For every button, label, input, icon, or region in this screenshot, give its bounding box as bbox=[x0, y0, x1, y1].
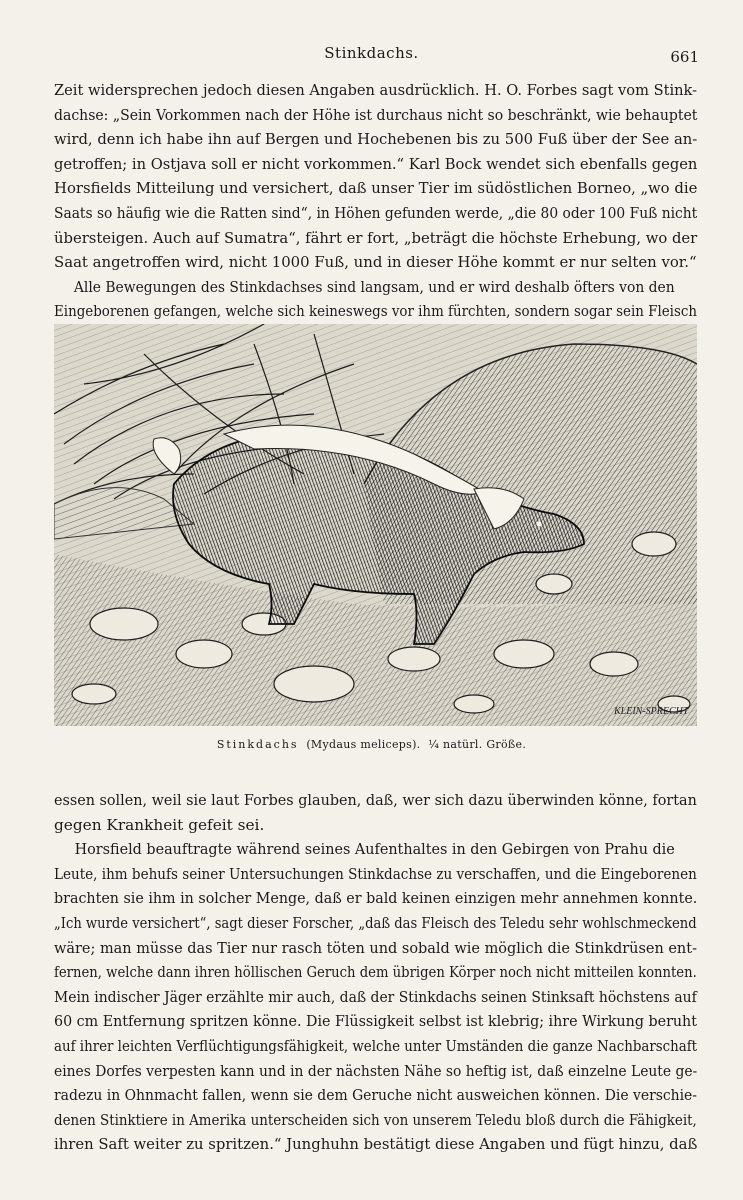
text-line: ihren Saft weiter zu spritzen.“ Junghuhn bestätigt diese Angaben und fügt hinzu, daß bbox=[54, 1135, 698, 1154]
text-line: Mein indischer Jäger erzählte mir auch, daß der Stinkdachs seinen Stinksaft höchstens auf bbox=[54, 987, 697, 1006]
caption-scale: ¼ natürl. Größe. bbox=[428, 738, 527, 751]
paragraph bbox=[54, 837, 697, 1157]
text-line: 60 cm Entfernung spritzen könne. Die Flüssigkeit selbst ist klebrig; ihre Wirkung beruht bbox=[54, 1012, 697, 1031]
text-line: Leute, ihm behufs seiner Untersuchungen Stinkdachse zu verschaffen, und die Eingeborenen bbox=[54, 864, 697, 883]
text-line: dachse: „Sein Vorkommen nach der Höhe ist durchaus nicht so beschränkt, wie behauptet bbox=[54, 105, 698, 124]
engraving-artwork bbox=[54, 324, 697, 726]
text-block-bottom bbox=[54, 788, 697, 1157]
text-line: Saats so häufig wie die Ratten sind“, in Höhen gefunden werde, „die 80 oder 100 Fuß nicht bbox=[54, 203, 698, 222]
text-line: „Ich wurde versichert“, sagt dieser Forscher, „daß das Fleisch des Teledu sehr wohlschmeckend bbox=[54, 913, 697, 932]
text-line: radezu in Ohnmacht fallen, wenn sie dem Geruche nicht ausweichen können. Die verschie- bbox=[54, 1086, 697, 1105]
caption-latin: (Mydaus meliceps). bbox=[306, 738, 421, 751]
engraver-signature: KLEIN-SPRECHT bbox=[614, 706, 689, 717]
text-line: auf ihrer leichten Verflüchtigungsfähigkeit, welche unter Umständen die ganze Nachbarschaft bbox=[54, 1036, 698, 1055]
page-number: 661 bbox=[670, 48, 699, 66]
stinkdachs-engraving bbox=[54, 324, 697, 726]
text-line: fernen, welche dann ihren höllischen Geruch dem übrigen Körper noch nicht mitteilen konnten. bbox=[54, 963, 697, 982]
paragraph bbox=[54, 788, 697, 837]
text-line: eines Dorfes verpesten kann und in der nächsten Nähe so heftig ist, daß einzelne Leute ge- bbox=[54, 1061, 698, 1080]
text-line: Eingeborenen gefangen, welche sich keineswegs vor ihm fürchten, sondern sogar sein Fleisch bbox=[54, 302, 697, 321]
figure-caption bbox=[0, 738, 743, 751]
text-line: getroffen; in Ostjava soll er nicht vorkommen.“ Karl Bock wendet sich ebenfalls gegen bbox=[54, 154, 698, 173]
text-line: wird, denn ich habe ihn auf Bergen und Hochebenen bis zu 500 Fuß über der See an- bbox=[54, 130, 698, 149]
text-line: Alle Bewegungen des Stinkdachses sind langsam, und er wird deshalb öfters von den bbox=[73, 277, 675, 296]
running-title: Stinkdachs. bbox=[324, 44, 419, 62]
text-block-top bbox=[54, 78, 697, 324]
text-line: Horsfield beauftragte während seines Aufenthaltes in den Gebirgen von Prahu die bbox=[74, 840, 675, 859]
text-line: brachten sie ihm in solcher Menge, daß er bald keinen einzigen mehr annehmen konnte. bbox=[54, 889, 698, 908]
paragraph bbox=[54, 78, 697, 275]
text-line: essen sollen, weil sie laut Forbes glauben, daß, wer sich dazu überwinden könne, fortan bbox=[54, 791, 697, 809]
text-line: denen Stinktiere in Amerika unterscheiden sich von unserem Teledu bloß durch die Fähigkeit, bbox=[54, 1110, 697, 1129]
text-line: gegen Krankheit gefeit sei. bbox=[54, 815, 265, 834]
text-line: übersteigen. Auch auf Sumatra“, fährt er fort, „beträgt die höchste Erhebung, wo der bbox=[54, 228, 698, 247]
text-line: Saat angetroffen wird, nicht 1000 Fuß, und in dieser Höhe kommt er nur selten vor.“ bbox=[54, 253, 697, 272]
text-line: Horsfields Mitteilung und versichert, daß unser Tier im südöstlichen Borneo, „wo die bbox=[54, 179, 698, 198]
caption-name: Stinkdachs bbox=[216, 738, 299, 751]
text-line: Zeit widersprechen jedoch diesen Angaben ausdrücklich. H. O. Forbes sagt vom Stink- bbox=[54, 81, 698, 99]
paragraph bbox=[54, 275, 697, 324]
text-line: wäre; man müsse das Tier nur rasch töten und sobald wie möglich die Stinkdrüsen ent- bbox=[54, 938, 697, 957]
